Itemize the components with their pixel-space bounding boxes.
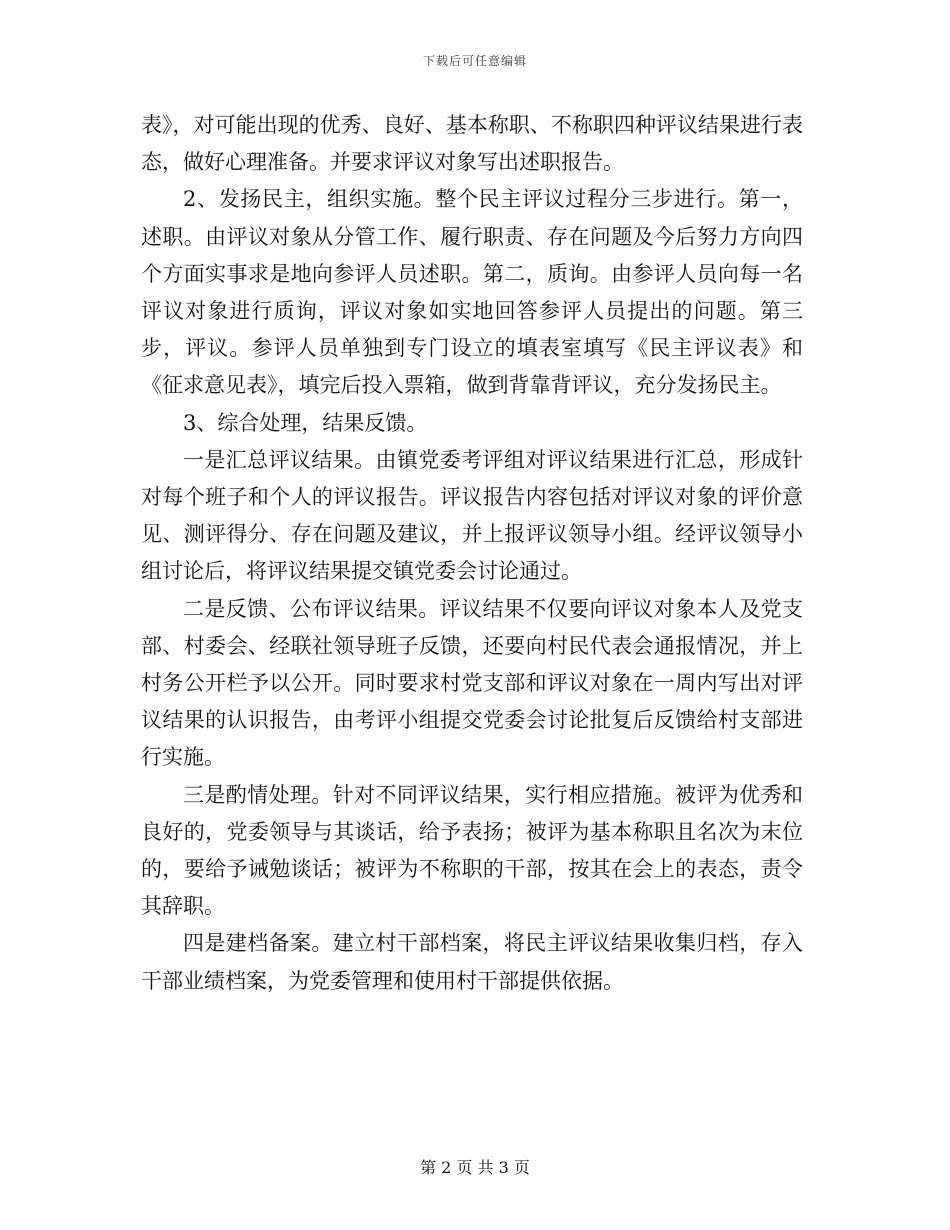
paragraph-continuation: 表》，对可能出现的优秀、良好、基本称职、不称职四种评议结果进行表态，做好心理准备。并要求评议对象写出述职报告。 bbox=[141, 113, 803, 175]
paragraph-archive-record: 四是建档备案。建立村干部档案，将民主评议结果收集归档，存入干部业绩档案，为党委管理和使用村干部提供依据。 bbox=[141, 931, 803, 993]
paragraph-summarize-results: 一是汇总评议结果。由镇党委考评组对评议结果进行汇总，形成针对每个班子和个人的评议报告。评议报告内容包括对评议对象的评价意见、测评得分、存在问题及建议，并上报评议领导小组。经评议领导小组讨论后，将评议结果提交镇党委会讨论通过。 bbox=[141, 447, 803, 584]
paragraph-promote-democracy: 2、发扬民主，组织实施。整个民主评议过程分三步进行。第一，述职。由评议对象从分管工作、履行职责、存在问题及今后努力方向四个方面实事求是地向参评人员述职。第二，质询。由参评人员向每一名评议对象进行质询，评议对象如实地回答参评人员提出的问题。第三步，评议。参评人员单独到专门设立的填表室填写《民主评议表》和《征求意见表》，填完后投入票箱，做到背靠背评议，充分发扬民主。 bbox=[141, 187, 803, 398]
page-number-footer: 第 2 页 共 3 页 bbox=[420, 1158, 530, 1177]
page-header-note: 下载后可任意编辑 bbox=[422, 54, 527, 68]
paragraph-handle-accordingly: 三是酌情处理。针对不同评议结果，实行相应措施。被评为优秀和良好的，党委领导与其谈话，给予表扬；被评为基本称职且名次为末位的，要给予诫勉谈话；被评为不称职的干部，按其在会上的表态，责令其辞职。 bbox=[141, 782, 803, 919]
document-body bbox=[141, 107, 803, 1000]
paragraph-feedback-publish: 二是反馈、公布评议结果。评议结果不仅要向评议对象本人及党支部、村委会、经联社领导班子反馈，还要向村民代表会通报情况，并上村务公开栏予以公开。同时要求村党支部和评议对象在一周内写出对评议结果的认识报告，由考评小组提交党委会讨论批复后反馈给村支部进行实施。 bbox=[141, 596, 803, 770]
paragraph-comprehensive-handling: 3、综合处理，结果反馈。 bbox=[183, 410, 428, 435]
